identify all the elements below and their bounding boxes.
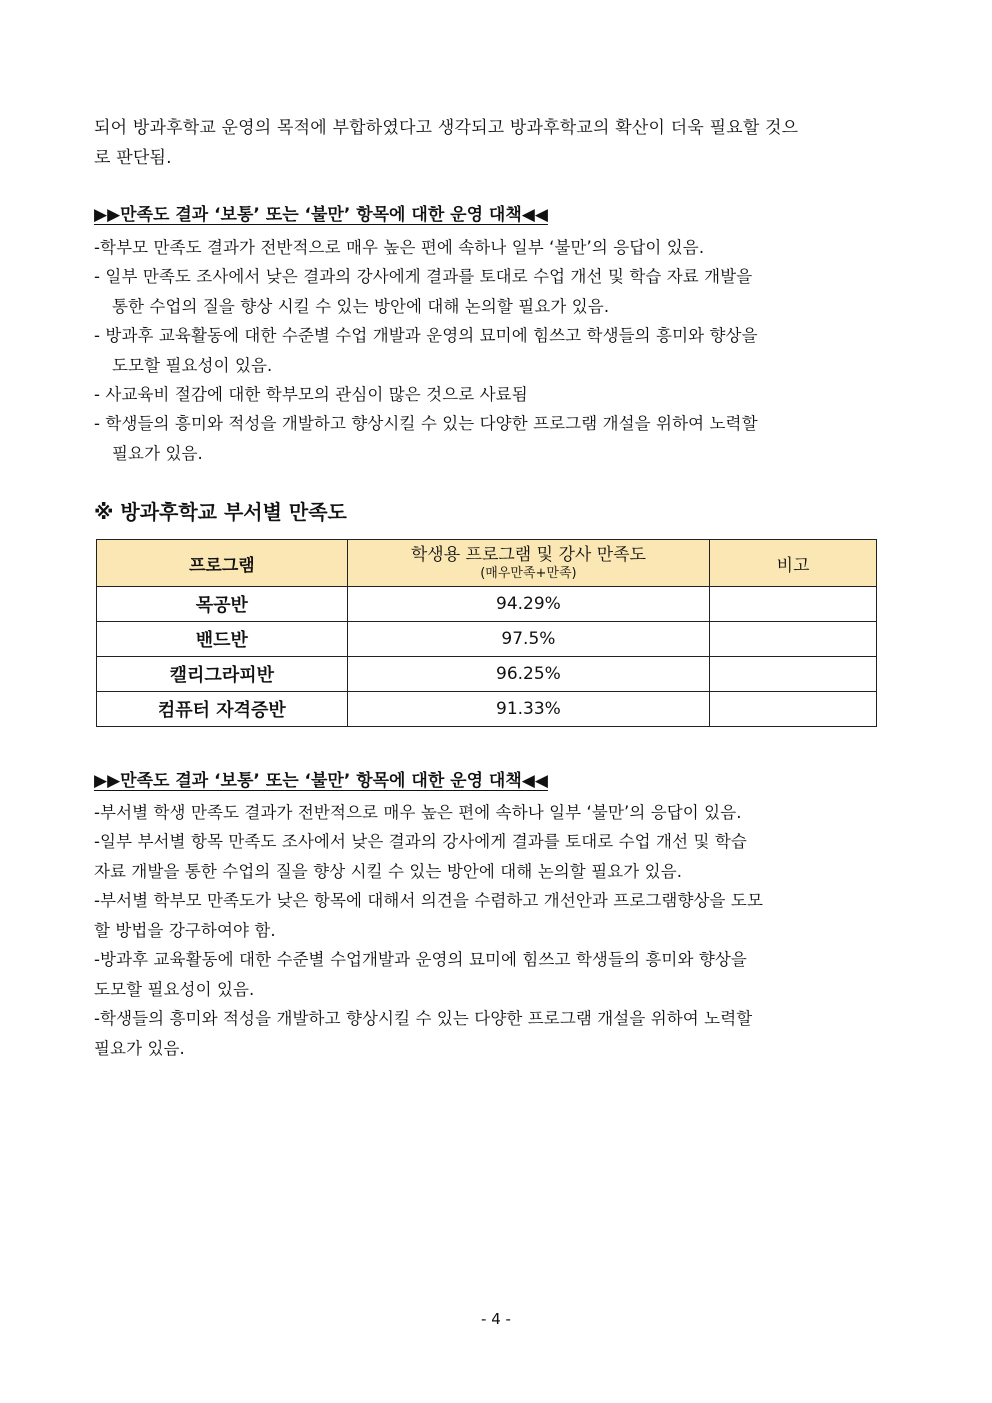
section2-item-2-line2: 자료 개발을 통한 수업의 질을 향상 시킬 수 있는 방안에 대해 논의할 필요가 있음.: [94, 861, 683, 881]
section2-item-5-line2: 필요가 있음.: [94, 1038, 185, 1058]
section1-item-1: [94, 233, 900, 263]
section1-item-5-line1: - 학생들의 흥미와 적성을 개발하고 향상시킬 수 있는 다양한 프로그램 개설을 위하여 노력할: [94, 414, 758, 433]
section1-item-5: [94, 409, 900, 468]
header-satisfaction: [347, 540, 710, 587]
row-satisfaction: 91.33%: [347, 692, 710, 727]
section1-item-3-line2: 도모할 필요성이 있음.: [112, 355, 273, 375]
section2-item-5: [94, 1004, 900, 1063]
section2-item-2: [94, 827, 900, 886]
section1-heading: ▶▶만족도 결과 ‘보통’ 또는 ‘불만’ 항목에 대한 운영 대책◀◀: [94, 205, 548, 225]
row-program: 캘리그라피반: [97, 657, 348, 692]
row-satisfaction: 96.25%: [347, 657, 710, 692]
section2-item-5-line1: -학생들의 흥미와 적성을 개발하고 향상시킬 수 있는 다양한 프로그램 개설을 위하여 노력할: [94, 1009, 753, 1028]
row-note: [710, 587, 877, 622]
row-note: [710, 692, 877, 727]
header-note: 비고: [710, 540, 877, 587]
header-program: 프로그램: [97, 540, 348, 587]
row-note: [710, 622, 877, 657]
row-satisfaction: 97.5%: [347, 622, 710, 657]
intro-line-2: 로 판단됨.: [94, 148, 172, 168]
table-row: [97, 587, 877, 622]
section1-item-3: [94, 321, 900, 380]
section2-heading: ▶▶만족도 결과 ‘보통’ 또는 ‘불만’ 항목에 대한 운영 대책◀◀: [94, 771, 548, 791]
section2-item-1: [94, 798, 900, 828]
table-row: [97, 622, 877, 657]
section1-item-1-line1: -학부모 만족도 결과가 전반적으로 매우 높은 편에 속하나 일부 ‘불만’의 응답이 있음.: [94, 238, 705, 257]
section1-item-4: [94, 380, 900, 410]
row-program: 컴퓨터 자격증반: [97, 692, 348, 727]
section2-item-3-line1: -부서별 학부모 만족도가 낮은 항목에 대해서 의견을 수렴하고 개선안과 프로그램향상을 도모: [94, 891, 763, 910]
section1-item-2-line2: 통한 수업의 질을 향상 시킬 수 있는 방안에 대해 논의할 필요가 있음.: [112, 296, 610, 316]
section2-item-1-line1: -부서별 학생 만족도 결과가 전반적으로 매우 높은 편에 속하나 일부 ‘불만’의 응답이 있음.: [94, 803, 742, 822]
table-row: [97, 657, 877, 692]
section1-item-3-line1: - 방과후 교육활동에 대한 수준별 수업 개발과 운영의 묘미에 힘쓰고 학생들의 흥미와 향상을: [94, 326, 758, 345]
section2-item-3-line2: 할 방법을 강구하여야 함.: [94, 920, 276, 940]
section1-item-2: [94, 262, 900, 321]
header-satisfaction-sub: (매우만족+만족): [480, 566, 577, 581]
section2-item-4-line1: -방과후 교육활동에 대한 수준별 수업개발과 운영의 묘미에 힘쓰고 학생들의 흥미와 향상을: [94, 950, 747, 969]
table-section-title: ※ 방과후학교 부서별 만족도: [94, 500, 347, 524]
page-number: - 4 -: [481, 1310, 511, 1328]
section1-item-5-line2: 필요가 있음.: [112, 443, 203, 463]
row-program: 밴드반: [97, 622, 348, 657]
section1-item-2-line1: - 일부 만족도 조사에서 낮은 결과의 강사에게 결과를 토대로 수업 개선 및 학습 자료 개발을: [94, 267, 753, 286]
section2-item-4: [94, 945, 900, 1004]
row-program: 목공반: [97, 587, 348, 622]
section2-item-4-line2: 도모할 필요성이 있음.: [94, 979, 255, 999]
satisfaction-table: [96, 539, 877, 727]
section1-item-4-line1: - 사교육비 절감에 대한 학부모의 관심이 많은 것으로 사료됨: [94, 385, 528, 404]
row-satisfaction: 94.29%: [347, 587, 710, 622]
intro-line-1: 되어 방과후학교 운영의 목적에 부합하였다고 생각되고 방과후학교의 확산이 더욱 필요할 것으: [94, 118, 799, 138]
table-row: [97, 692, 877, 727]
table-header-row: [97, 540, 877, 587]
header-satisfaction-main: 학생용 프로그램 및 강사 만족도: [410, 545, 646, 565]
section2-item-3: [94, 886, 900, 945]
section2-item-2-line1: -일부 부서별 항목 만족도 조사에서 낮은 결과의 강사에게 결과를 토대로 수업 개선 및 학습: [94, 832, 747, 851]
row-note: [710, 657, 877, 692]
